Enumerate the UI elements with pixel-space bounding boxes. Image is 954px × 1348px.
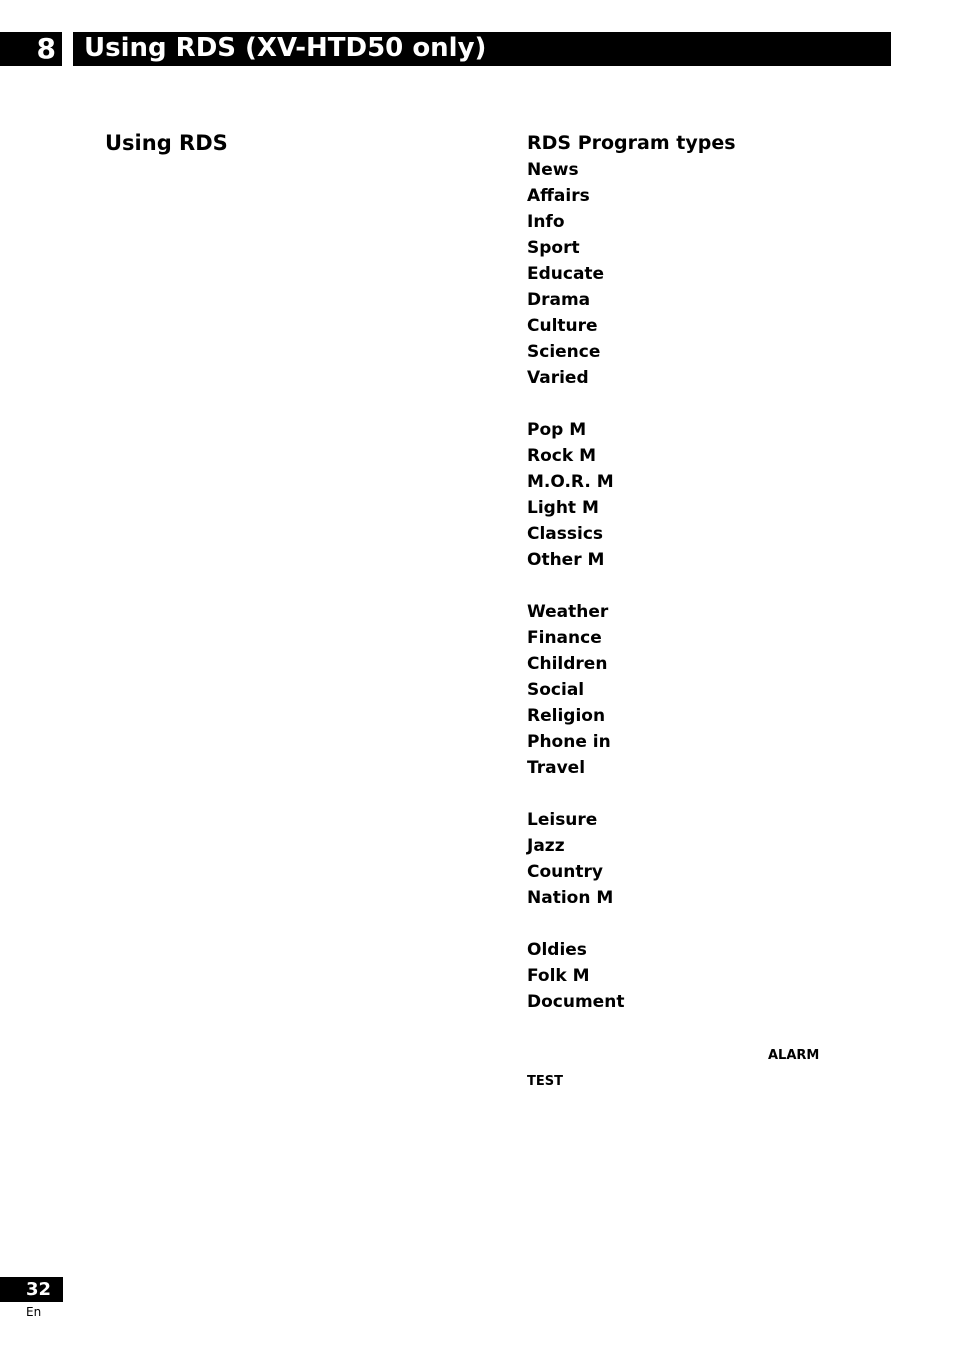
program-type-group xyxy=(527,417,907,573)
program-type-item: Varied xyxy=(527,368,589,388)
program-type-item: Leisure xyxy=(527,810,598,830)
program-type-item: Culture xyxy=(527,316,598,336)
chapter-number: 8 xyxy=(0,32,62,66)
program-type-item: Folk M xyxy=(527,966,590,986)
chapter-header xyxy=(0,32,891,66)
program-type-item: Travel xyxy=(527,758,586,778)
program-type-item: Educate xyxy=(527,264,605,284)
program-type-item: Science xyxy=(527,342,601,362)
program-type-item: Light M xyxy=(527,498,599,518)
program-type-item: Rock M xyxy=(527,446,596,466)
program-type-item: Info xyxy=(527,212,565,232)
program-type-item: Document xyxy=(527,992,625,1012)
program-type-item: M.O.R. M xyxy=(527,472,614,492)
program-type-item: Social xyxy=(527,680,585,700)
program-type-item: Classics xyxy=(527,524,604,544)
program-type-item: Phone in xyxy=(527,732,611,752)
program-type-item: Affairs xyxy=(527,186,590,206)
program-type-group xyxy=(527,807,907,911)
rds-program-types-section xyxy=(527,129,907,1015)
program-type-item: Jazz xyxy=(527,836,565,856)
program-type-group xyxy=(527,157,907,391)
alarm-label: ALARM xyxy=(768,1048,820,1063)
rds-program-types-heading: RDS Program types xyxy=(527,132,736,154)
program-type-item: News xyxy=(527,160,579,180)
program-type-item: Religion xyxy=(527,706,606,726)
program-type-item: Country xyxy=(527,862,603,882)
test-label: TEST xyxy=(527,1074,563,1089)
program-type-item: Children xyxy=(527,654,608,674)
program-type-group xyxy=(527,599,907,781)
program-type-item: Pop M xyxy=(527,420,587,440)
program-type-item: Oldies xyxy=(527,940,587,960)
chapter-title: Using RDS (XV-HTD50 only) xyxy=(73,32,891,66)
program-type-item: Drama xyxy=(527,290,591,310)
program-type-item: Nation M xyxy=(527,888,614,908)
program-type-item: Other M xyxy=(527,550,605,570)
page-number: 32 xyxy=(0,1277,63,1302)
program-type-item: Sport xyxy=(527,238,580,258)
section-title-using-rds: Using RDS xyxy=(105,131,228,155)
language-label: En xyxy=(26,1305,42,1319)
program-type-group xyxy=(527,937,907,1015)
program-type-groups xyxy=(527,157,907,1015)
program-type-item: Finance xyxy=(527,628,602,648)
program-type-item: Weather xyxy=(527,602,609,622)
